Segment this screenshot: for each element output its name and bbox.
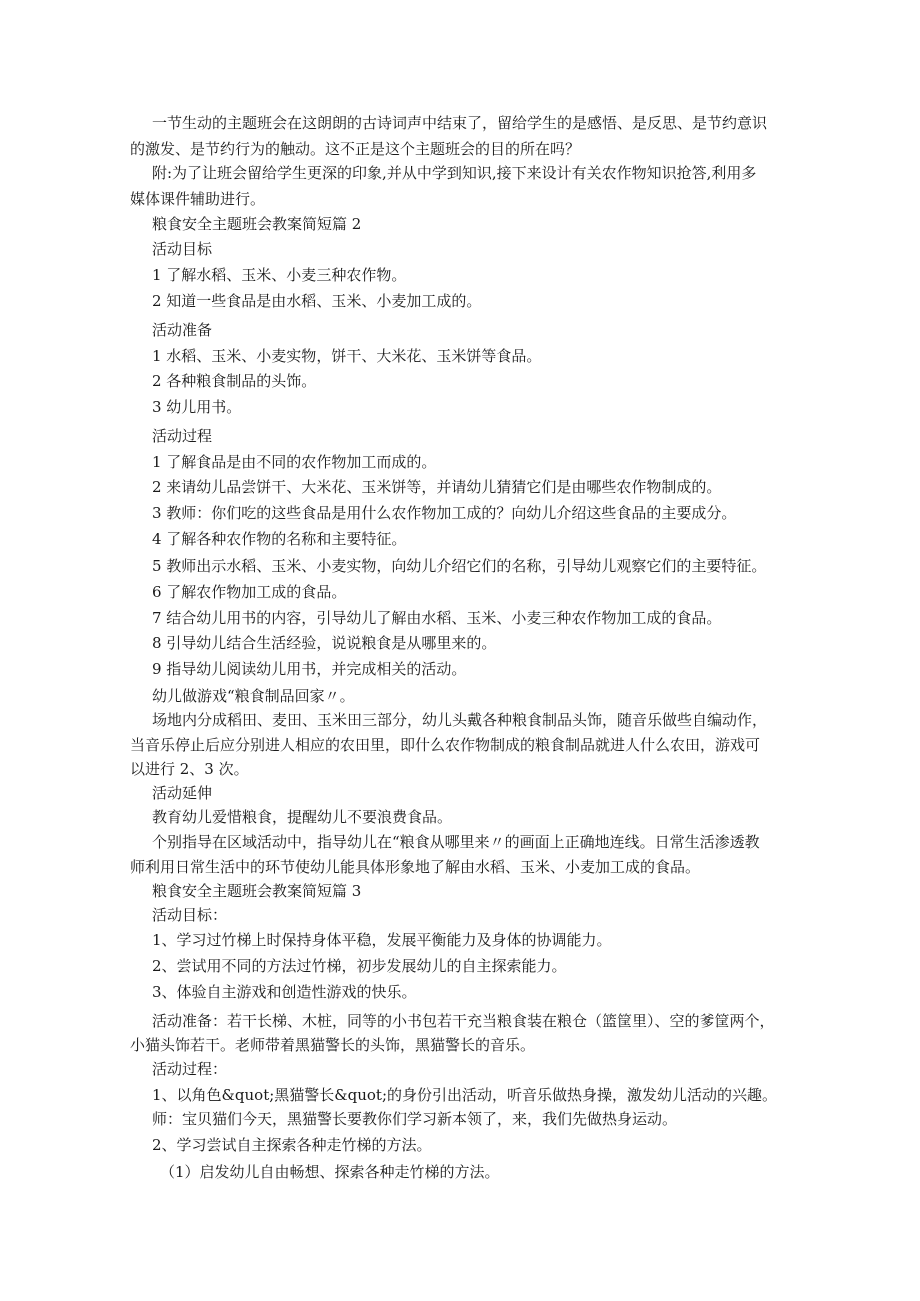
paragraph-line: 小猫头饰若干。老师带着黑猫警长的头饰，黑猫警长的音乐。 bbox=[130, 1036, 536, 1054]
list-item: 2 各种粮食制品的头饰。 bbox=[152, 372, 317, 390]
paragraph-line: 当音乐停止后应分别进人相应的农田里，即什么农作物制成的粮食制品就进人什么农田，游戏可 bbox=[130, 736, 761, 754]
list-item: 2 来请幼儿品尝饼干、大米花、玉米饼等，并请幼儿猜猜它们是由哪些农作物制成的。 bbox=[152, 478, 722, 496]
list-item: 1、学习过竹梯上时保持身体平稳，发展平衡能力及身体的协调能力。 bbox=[152, 931, 612, 949]
paragraph-line: 的激发、是节约行为的触动。这不正是这个主题班会的目的所在吗？ bbox=[130, 140, 581, 158]
paragraph-line: 媒体课件辅助进行。 bbox=[130, 190, 266, 208]
section-heading: 活动过程： bbox=[152, 1060, 228, 1078]
section-heading: 活动目标 bbox=[152, 240, 213, 258]
list-item: 1 了解水稻、玉米、小麦三种农作物。 bbox=[152, 266, 407, 284]
paragraph-line: 以进行 2、3 次。 bbox=[130, 760, 249, 778]
list-item: 1 了解食品是由不同的农作物加工而成的。 bbox=[152, 453, 437, 471]
list-item: 1、以角色&quot;黑猫警长&quot;的身份引出活动，听音乐做热身操，激发幼儿活动的兴趣。 bbox=[152, 1086, 778, 1104]
section-heading: 活动过程 bbox=[152, 427, 213, 445]
list-item: 3、体验自主游戏和创造性游戏的快乐。 bbox=[152, 983, 417, 1001]
paragraph-line: 师利用日常生活中的环节使幼儿能具体形象地了解由水稻、玉米、小麦加工成的食品。 bbox=[130, 858, 701, 876]
section-heading: 活动目标： bbox=[152, 906, 228, 924]
list-item: 5 教师出示水稻、玉米、小麦实物，向幼儿介绍它们的名称，引导幼儿观察它们的主要特征。 bbox=[152, 557, 767, 575]
section-title: 粮食安全主题班会教案简短篇 3 bbox=[152, 882, 362, 900]
paragraph-line: 教育幼儿爱惜粮食，提醒幼儿不要浪费食品。 bbox=[152, 808, 453, 826]
section-heading: 活动延伸 bbox=[152, 784, 213, 802]
list-item: 1 水稻、玉米、小麦实物，饼干、大米花、玉米饼等食品。 bbox=[152, 347, 542, 365]
paragraph-line: 场地内分成稻田、麦田、玉米田三部分，幼儿头戴各种粮食制品头饰，随音乐做些自编动作， bbox=[152, 711, 768, 729]
paragraph-line: 一节生动的主题班会在这朗朗的古诗词声中结束了，留给学生的是感悟、是反思、是节约意识 bbox=[152, 114, 768, 132]
list-item: 2、尝试用不同的方法过竹梯，初步发展幼儿的自主探索能力。 bbox=[152, 957, 567, 975]
list-item: 2、学习尝试自主探索各种走竹梯的方法。 bbox=[152, 1136, 432, 1154]
section-heading: 活动准备 bbox=[152, 321, 213, 339]
list-item: 6 了解农作物加工成的食品。 bbox=[152, 583, 347, 601]
list-item: 8 引导幼儿结合生活经验，说说粮食是从哪里来的。 bbox=[152, 634, 497, 652]
paragraph-line: 个别指导在区域活动中，指导幼儿在“粮食从哪里来〃的画面上正确地连线。日常生活渗透教 bbox=[152, 833, 760, 851]
list-item: 4 了解各种农作物的名称和主要特征。 bbox=[152, 530, 407, 548]
list-item: 2 知道一些食品是由水稻、玉米、小麦加工成的。 bbox=[152, 292, 482, 310]
paragraph-line: 幼儿做游戏“粮食制品回家〃。 bbox=[152, 687, 355, 705]
paragraph-line: 活动准备：若干长梯、木桩，同等的小书包若干充当粮食装在粮仓（篮筐里）、空的爹筐两个， bbox=[152, 1012, 775, 1030]
list-item: 7 结合幼儿用书的内容，引导幼儿了解由水稻、玉米、小麦三种农作物加工成的食品。 bbox=[152, 609, 722, 627]
paragraph-line: 附:为了让班会留给学生更深的印象,并从中学到知识,接下来设计有关农作物知识抢答,利用多 bbox=[152, 164, 757, 182]
list-item: 3 幼儿用书。 bbox=[152, 398, 242, 416]
paragraph-line: 师：宝贝猫们今天，黑猫警长要教你们学习新本领了，来，我们先做热身运动。 bbox=[152, 1110, 678, 1128]
list-item: （1）启发幼儿自由畅想、探索各种走竹梯的方法。 bbox=[160, 1163, 500, 1181]
section-title: 粮食安全主题班会教案简短篇 2 bbox=[152, 215, 362, 233]
list-item: 9 指导幼儿阅读幼儿用书，并完成相关的活动。 bbox=[152, 660, 467, 678]
list-item: 3 教师：你们吃的这些食品是用什么农作物加工成的？向幼儿介绍这些食品的主要成分。 bbox=[152, 504, 737, 522]
